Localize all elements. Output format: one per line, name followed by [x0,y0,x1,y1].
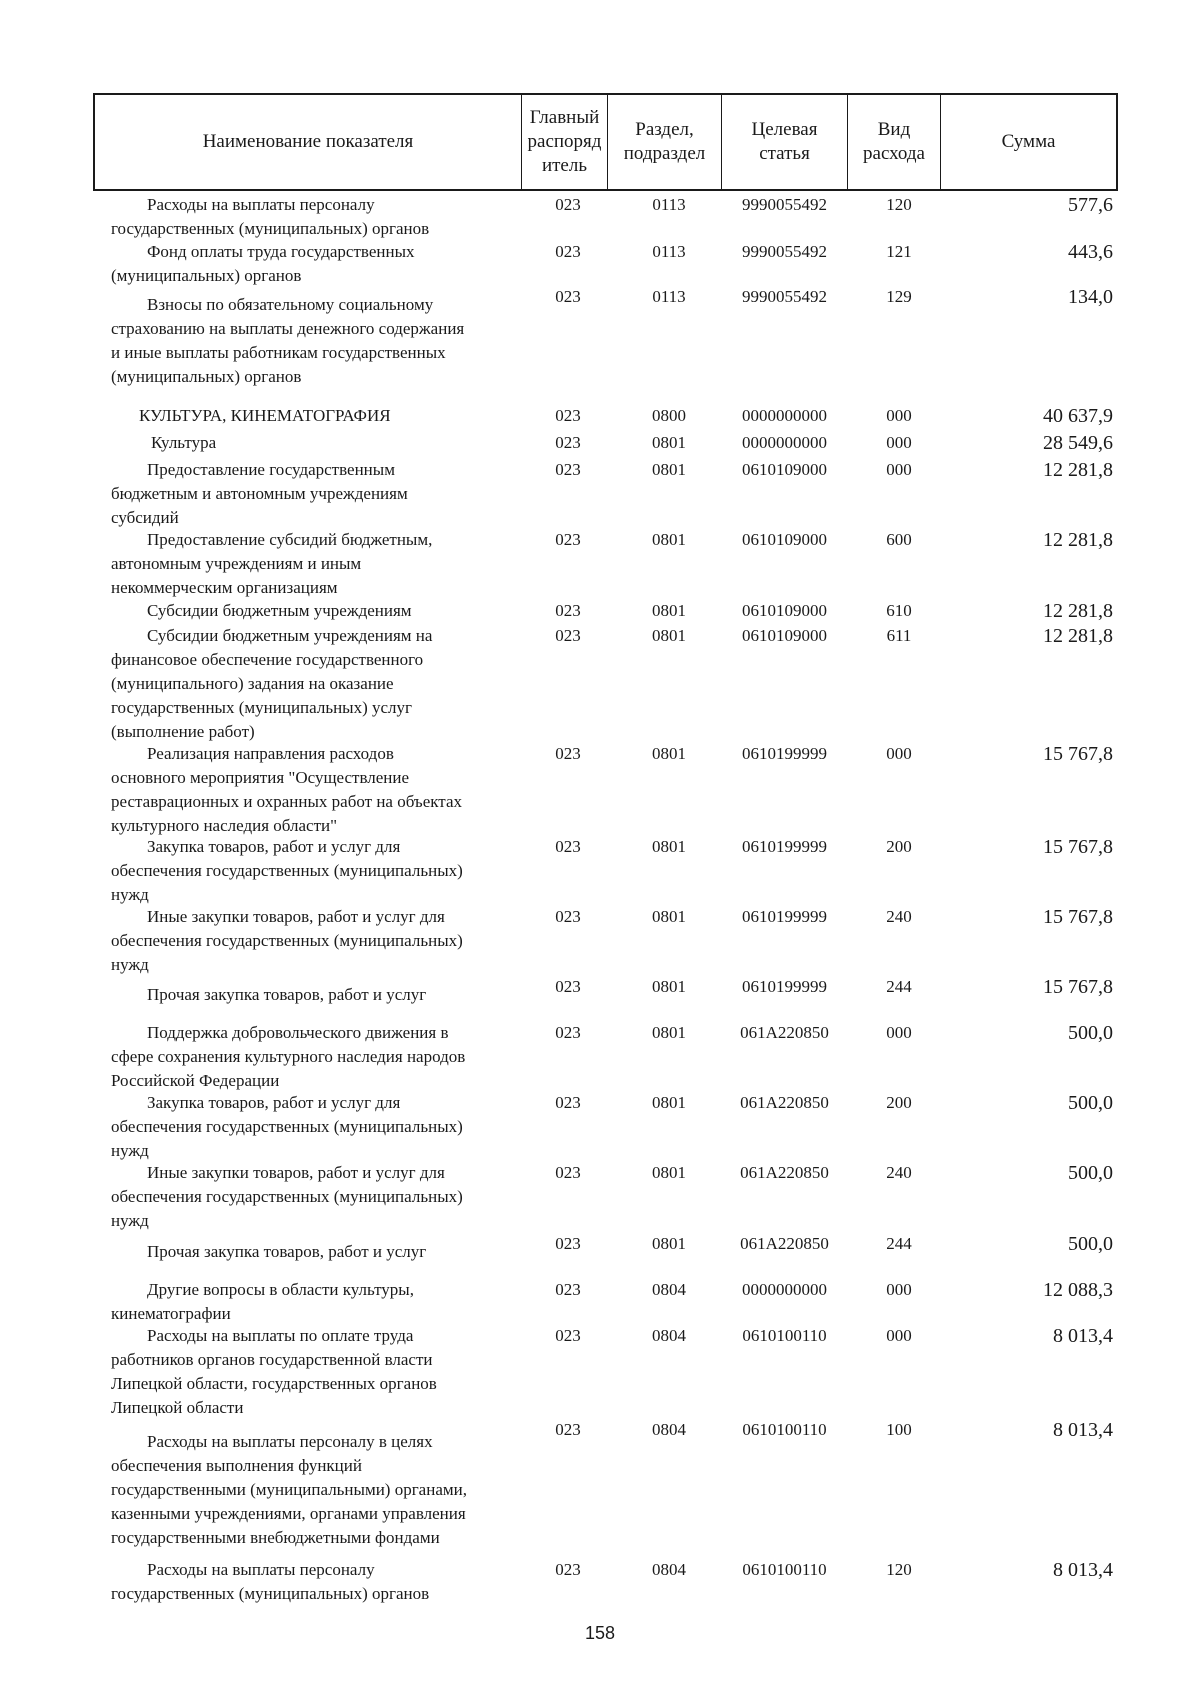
row-glav: 023 [555,601,581,620]
row-name-line: обеспечения государственных (муниципальных) [111,931,463,950]
row-razdel: 0801 [652,530,686,549]
row-razdel: 0801 [652,977,686,996]
row-glav: 023 [555,287,581,306]
row-celevaya: 0610199999 [742,744,827,763]
row-name [111,285,511,389]
row-razdel: 0801 [652,626,686,645]
row-summa: 12 281,8 [1043,529,1113,551]
row-name-line: Расходы на выплаты по оплате труда [147,1326,414,1345]
row-razdel: 0113 [652,195,686,214]
row-celevaya: 0610100110 [742,1326,827,1345]
row-vid: 100 [886,1420,912,1439]
row-name [111,1161,511,1233]
row-glav: 023 [555,977,581,996]
row-name-line: сфере сохранения культурного наследия народов [111,1047,466,1066]
header-celevaya-line: Целевая [751,119,818,140]
row-name-line: обеспечения выполнения функций [111,1456,362,1475]
row-vid: 121 [886,242,912,261]
row-summa: 28 549,6 [1043,432,1113,454]
row-vid: 129 [886,287,912,306]
row-name-line: Прочая закупка товаров, работ и услуг [147,985,427,1004]
row-name-line: Предоставление субсидий бюджетным, [147,530,433,549]
row-glav: 023 [555,406,581,425]
row-glav: 023 [555,1280,581,1299]
row-vid: 240 [886,1163,912,1182]
row-glav: 023 [555,460,581,479]
row-glav: 023 [555,1326,581,1345]
row-name-line: реставрационных и охранных работ на объектах [111,792,462,811]
row-razdel: 0801 [652,1163,686,1182]
row-summa: 15 767,8 [1043,906,1113,928]
row-name-line: Закупка товаров, работ и услуг для [147,1093,401,1112]
row-celevaya: 9990055492 [742,287,827,306]
row-vid: 000 [886,406,912,425]
row-name-line: и иные выплаты работникам государственных [111,343,446,362]
row-name-line: обеспечения государственных (муниципальных) [111,1187,463,1206]
row-name-line: Расходы на выплаты персоналу [147,195,375,214]
header-vid [848,95,941,189]
row-glav: 023 [555,1560,581,1579]
row-name-line: нужд [111,955,149,974]
row-name-line: Расходы на выплаты персоналу в целях [147,1432,433,1451]
row-name-line: (муниципального) задания на оказание [111,674,394,693]
row-name [111,1324,511,1420]
row-glav: 023 [555,626,581,645]
row-name-line: Иные закупки товаров, работ и услуг для [147,907,445,926]
row-name-line: Закупка товаров, работ и услуг для [147,837,401,856]
row-summa: 40 637,9 [1043,405,1113,427]
row-summa: 8 013,4 [1053,1325,1113,1347]
row-celevaya: 061A220850 [740,1234,829,1253]
row-summa: 12 281,8 [1043,600,1113,622]
header-celevaya-line: статья [759,143,810,164]
row-vid: 000 [886,1280,912,1299]
row-celevaya: 0610109000 [742,460,827,479]
row-name [111,1232,511,1264]
row-name-line: государственных (муниципальных) услуг [111,698,413,717]
row-name-line: Липецкой области [111,1398,244,1417]
row-name-line: КУЛЬТУРА, КИНЕМАТОГРАФИЯ [139,406,391,425]
row-celevaya: 061A220850 [740,1163,829,1182]
row-name [111,193,511,241]
row-razdel: 0801 [652,744,686,763]
row-vid: 244 [886,977,912,996]
page-number: 158 [584,1623,616,1643]
header-vid-line: расхода [863,143,925,164]
table-header [93,93,1118,191]
row-celevaya: 0610199999 [742,907,827,926]
row-summa: 8 013,4 [1053,1559,1113,1581]
row-name-line: (муниципальных) органов [111,266,302,285]
row-summa: 12 281,8 [1043,625,1113,647]
row-name [111,905,511,977]
row-name-line: Реализация направления расходов [147,744,394,763]
row-summa: 500,0 [1068,1092,1113,1114]
row-razdel: 0801 [652,460,686,479]
row-vid: 200 [886,1093,912,1112]
row-summa: 443,6 [1068,241,1113,263]
row-vid: 240 [886,907,912,926]
row-celevaya: 0000000000 [742,406,827,425]
row-razdel: 0800 [652,406,686,425]
row-name-line: Взносы по обязательному социальному [147,295,434,314]
row-name-line: Расходы на выплаты персоналу [147,1560,375,1579]
row-vid: 120 [886,1560,912,1579]
row-name [111,599,511,623]
row-razdel: 0113 [652,242,686,261]
row-vid: 600 [886,530,912,549]
row-name-line: Фонд оплаты труда государственных [147,242,415,261]
row-razdel: 0801 [652,433,686,452]
row-summa: 15 767,8 [1043,743,1113,765]
row-summa: 12 088,3 [1043,1279,1113,1301]
row-name-line: Липецкой области, государственных органов [111,1374,437,1393]
row-name [111,404,511,428]
row-name-line: финансовое обеспечение государственного [111,650,424,669]
row-glav: 023 [555,1163,581,1182]
header-celevaya [722,95,848,189]
header-name [95,95,522,189]
row-name-line: государственными (муниципальными) органами, [111,1480,467,1499]
row-razdel: 0801 [652,1234,686,1253]
row-glav: 023 [555,195,581,214]
row-name [111,975,511,1007]
header-glav-line: распоряд [527,131,602,152]
row-glav: 023 [555,530,581,549]
row-name-line: Российской Федерации [111,1071,280,1090]
row-vid: 120 [886,195,912,214]
row-name-line: некоммерческим организациям [111,578,338,597]
row-name-line: бюджетным и автономным учреждениям [111,484,408,503]
row-name-line: обеспечения государственных (муниципальных) [111,861,463,880]
row-name [111,1021,511,1093]
row-celevaya: 061A220850 [740,1093,829,1112]
row-name-line: обеспечения государственных (муниципальных) [111,1117,463,1136]
row-glav: 023 [555,1023,581,1042]
row-name-line: страхованию на выплаты денежного содержания [111,319,465,338]
row-name-line: работников органов государственной власти [111,1350,433,1369]
row-name-line: Культура [151,433,217,452]
row-vid: 000 [886,460,912,479]
row-summa: 15 767,8 [1043,836,1113,858]
row-razdel: 0804 [652,1280,686,1299]
row-summa: 500,0 [1068,1162,1113,1184]
row-celevaya: 0610109000 [742,626,827,645]
header-name-label: Наименование показателя [202,131,414,152]
row-vid: 611 [886,626,912,645]
row-name-line: Предоставление государственным [147,460,395,479]
row-vid: 000 [886,433,912,452]
row-celevaya: 9990055492 [742,242,827,261]
row-name-line: государственными внебюджетными фондами [111,1528,440,1547]
header-razdel [608,95,722,189]
row-razdel: 0801 [652,1023,686,1042]
row-name-line: нужд [111,1211,149,1230]
row-glav: 023 [555,433,581,452]
row-celevaya: 0000000000 [742,1280,827,1299]
row-glav: 023 [555,242,581,261]
row-name-line: (выполнение работ) [111,722,255,741]
row-summa: 500,0 [1068,1022,1113,1044]
header-summa-label: Сумма [1001,131,1056,152]
row-name-line: Иные закупки товаров, работ и услуг для [147,1163,445,1182]
row-razdel: 0804 [652,1420,686,1439]
header-glav [522,95,608,189]
row-name-line: казенными учреждениями, органами управления [111,1504,466,1523]
row-name-line: нужд [111,1141,149,1160]
row-vid: 610 [886,601,912,620]
row-name-line: государственных (муниципальных) органов [111,219,430,238]
row-celevaya: 0610109000 [742,530,827,549]
row-name-line: Другие вопросы в области культуры, [147,1280,414,1299]
row-name-line: кинематографии [111,1304,231,1323]
row-glav: 023 [555,837,581,856]
row-vid: 000 [886,744,912,763]
row-celevaya: 0610199999 [742,837,827,856]
row-name-line: нужд [111,885,149,904]
row-summa: 12 281,8 [1043,459,1113,481]
header-glav-line: итель [541,155,588,176]
row-celevaya: 0000000000 [742,433,827,452]
row-name [111,1418,511,1550]
row-name [111,624,511,744]
row-summa: 500,0 [1068,1233,1113,1255]
row-name [111,528,511,600]
row-celevaya: 061A220850 [740,1023,829,1042]
row-vid: 200 [886,837,912,856]
row-glav: 023 [555,1234,581,1253]
row-razdel: 0801 [652,601,686,620]
row-glav: 023 [555,1093,581,1112]
row-name-line: Субсидии бюджетным учреждениям [147,601,412,620]
row-name-line: Субсидии бюджетным учреждениям на [147,626,433,645]
row-celevaya: 0610199999 [742,977,827,996]
row-name [111,431,511,455]
row-celevaya: 9990055492 [742,195,827,214]
row-summa: 134,0 [1068,286,1113,308]
row-name-line: государственных (муниципальных) органов [111,1584,430,1603]
row-celevaya: 0610109000 [742,601,827,620]
row-glav: 023 [555,907,581,926]
row-name-line: автономным учреждениям и иным [111,554,362,573]
row-summa: 577,6 [1068,194,1113,216]
header-razdel-line: Раздел, [635,119,694,140]
row-name [111,1558,511,1606]
header-razdel-line: подраздел [623,143,706,164]
row-celevaya: 0610100110 [742,1560,827,1579]
row-name-line: основного мероприятия "Осуществление [111,768,410,787]
row-razdel: 0801 [652,1093,686,1112]
row-celevaya: 0610100110 [742,1420,827,1439]
row-razdel: 0801 [652,907,686,926]
row-glav: 023 [555,744,581,763]
row-summa: 15 767,8 [1043,976,1113,998]
header-glav-line: Главный [529,107,600,128]
row-name-line: культурного наследия области" [111,816,338,835]
row-name [111,1091,511,1163]
row-glav: 023 [555,1420,581,1439]
row-name-line: субсидий [111,508,179,527]
row-razdel: 0804 [652,1326,686,1345]
row-razdel: 0801 [652,837,686,856]
row-name [111,742,511,838]
header-summa [941,95,1116,189]
row-vid: 000 [886,1326,912,1345]
row-name [111,1278,511,1326]
header-vid-line: Вид [877,119,911,140]
row-name-line: Прочая закупка товаров, работ и услуг [147,1242,427,1261]
row-name [111,458,511,530]
row-name-line: Поддержка добровольческого движения в [147,1023,449,1042]
row-name [111,835,511,907]
row-summa: 8 013,4 [1053,1419,1113,1441]
row-razdel: 0113 [652,287,686,306]
row-vid: 000 [886,1023,912,1042]
row-vid: 244 [886,1234,912,1253]
row-razdel: 0804 [652,1560,686,1579]
row-name [111,240,511,288]
row-name-line: (муниципальных) органов [111,367,302,386]
